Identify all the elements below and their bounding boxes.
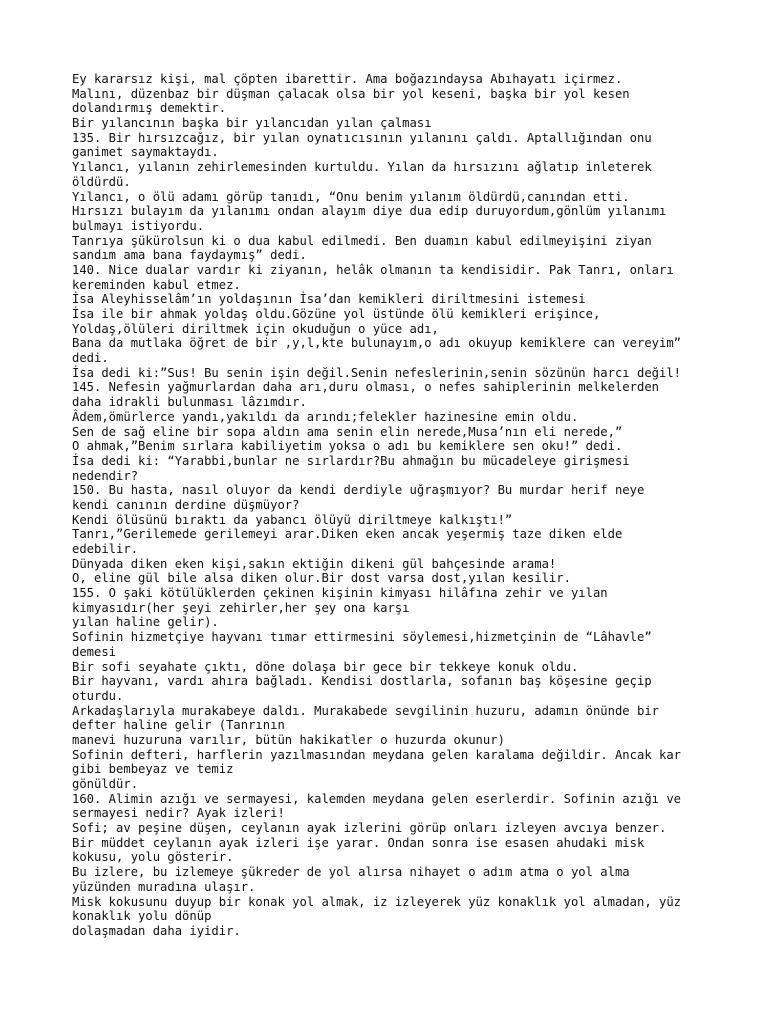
text-line: 135. Bir hırsızcağız, bir yılan oynatıcısının yılanını çaldı. Aptallığından onu — [72, 130, 652, 145]
text-line: yılan haline gelir). — [72, 615, 219, 630]
text-line: Bir müddet ceylanın ayak izleri işe yarar. Ondan sonra ise esasen ahudaki misk — [72, 835, 645, 850]
text-line: Ey kararsız kişi, mal çöpten ibarettir. Ama boğazındaysa Abıhayatı içirmez. — [72, 72, 623, 86]
text-line: Malını, düzenbaz bir düşman çalacak olsa bir yol keseni, başka bir yol kesen — [72, 86, 630, 101]
text-line: Sofinin defteri, harflerin yazılmasından meydana gelen karalama değildir. Ancak kar — [72, 747, 682, 762]
text-line: Hırsızı bulayım da yılanımı ondan alayım diye dua edip duruyordum,gönlüm yılanımı — [72, 204, 667, 219]
text-line: İsa ile bir ahmak yoldaş oldu.Gözüne yol üstünde ölü kemikleri erişince, — [72, 307, 601, 321]
text-line: kokusu, yolu gösterir. — [72, 850, 234, 865]
text-line: sermayesi nedir? Ayak izleri! — [72, 806, 285, 821]
text-line: defter haline gelir (Tanrının — [72, 718, 285, 733]
text-line: Âdem,ömürlerce yandı,yakıldı da arındı;felekler hazinesine emin oldu. — [72, 409, 579, 424]
text-line: Tanrı,”Gerilemede gerilemeyi arar.Diken eken ancak yeşermiş taze diken elde — [72, 527, 623, 542]
text-line: dolandırmış demektir. — [72, 101, 227, 116]
text-line: Bir sofi seyahate çıktı, döne dolaşa bir gece bir tekkeye konuk oldu. — [72, 659, 579, 674]
text-line: demesi — [72, 644, 117, 659]
text-line: 145. Nefesin yağmurlardan daha arı,duru olması, o nefes sahiplerinin melkelerden — [72, 380, 659, 395]
text-line: gibi bembeyaz ve temiz — [72, 762, 234, 777]
text-line: Misk kokusunu duyup bir konak yol almak, iz izleyerek yüz konaklık yol almadan, yüz — [72, 894, 682, 909]
text-line: nedendir? — [72, 468, 139, 483]
text-line: yüzünden muradına ulaşır. — [72, 879, 256, 894]
text-line: ganimet saymaktaydı. — [72, 145, 219, 160]
text-line: gönüldür. — [72, 777, 139, 791]
text-line: Sofi; av peşine düşen, ceylanın ayak izlerini görüp onları izleyen avcıya benzer. — [72, 821, 667, 836]
text-line: 150. Bu hasta, nasıl oluyor da kendi derdiyle uğraşmıyor? Bu murdar herif neye — [72, 483, 645, 498]
text-line: konaklık yolu dönüp — [72, 909, 212, 924]
text-line: dolaşmadan daha iyidir. — [72, 923, 241, 938]
text-line: 155. O şaki kötülüklerden çekinen kişinin kimyası hilâfına zehir ve yılan — [72, 586, 608, 601]
text-line: Bana da mutlaka öğret de bir ,y,l,kte bulunayım,o adı okuyup kemiklere can vereyim” — [72, 336, 682, 351]
text-line: Yılancı, o ölü adamı görüp tanıdı, “Onu benim yılanım öldürdü,canından etti. — [72, 189, 630, 204]
text-line: Dünyada diken eken kişi,sakın ektiğin dikeni gül bahçesinde arama! — [72, 556, 557, 571]
text-line: Sen de sağ eline bir sopa aldın ama senin elin nerede,Musa’nın eli nerede,” — [72, 424, 623, 439]
text-line: İsa Aleyhisselâm’ın yoldaşının İsa’dan kemikleri diriltmesini istemesi — [72, 292, 586, 307]
text-line: kendi canının derdine düşmüyor? — [72, 497, 300, 512]
text-line: Sofinin hizmetçiye hayvanı tımar ettirmesini söylemesi,hizmetçinin de “Lâhavle” — [72, 630, 652, 645]
text-line: Tanrıya şükürolsun ki o dua kabul edilmedi. Ben duamın kabul edilmeyişini ziyan — [72, 233, 652, 248]
text-line: kereminden kabul etmez. — [72, 277, 241, 292]
text-line: dedi. — [72, 351, 109, 366]
text-line: Bir hayvanı, vardı ahıra bağladı. Kendisi dostlarla, sofanın baş köşesine geçip — [72, 674, 652, 689]
text-line: bulmayı istiyordu. — [72, 218, 205, 233]
text-line: O ahmak,”Benim sırlara kabiliyetim yoksa o adı bu kemiklere sen oku!” dedi. — [72, 439, 623, 454]
text-line: Arkadaşlarıyla murakabeye daldı. Murakabede sevgilinin huzuru, adamın önünde bir — [72, 703, 659, 718]
text-line: Bir yılancının başka bir yılancıdan yılan çalması — [72, 116, 432, 131]
document-page — [72, 72, 762, 939]
text-line: İsa dedi ki:”Sus! Bu senin işin değil.Senin nefeslerinin,senin sözünün harcı değil! — [72, 365, 682, 380]
text-line: manevi huzuruna varılır, bütün hakikatler o huzurda okunur) — [72, 732, 505, 747]
text-line: O, eline gül bile alsa diken olur.Bir dost varsa dost,yılan kesilir. — [72, 571, 571, 586]
text-line: sandım ama bana faydaymış” dedi. — [72, 248, 307, 263]
text-line: Yoldaş,ölüleri diriltmek için okuduğun o yüce adı, — [72, 321, 439, 336]
text-line: kimyasıdır(her şeyi zehirler,her şey ona karşı — [72, 600, 410, 615]
text-line: Kendi ölüsünü bıraktı da yabancı ölüyü diriltmeye kalkıştı!” — [72, 512, 513, 527]
text-line: 140. Nice dualar vardır ki ziyanın, helâk olmanın ta kendisidir. Pak Tanrı, onları — [72, 262, 674, 277]
text-line: edebilir. — [72, 542, 139, 556]
text-line: İsa dedi ki: “Yarabbi,bunlar ne sırlardır?Bu ahmağın bu mücadeleye girişmesi — [72, 453, 630, 468]
text-line: 160. Alimin azığı ve sermayesi, kalemden meydana gelen eserlerdir. Sofinin azığı ve — [72, 791, 682, 806]
text-line: oturdu. — [72, 688, 124, 703]
text-line: Yılancı, yılanın zehirlemesinden kurtuldu. Yılan da hırsızını ağlatıp inleterek — [72, 160, 652, 175]
text-line: daha idrakli bulunması lâzımdır. — [72, 395, 307, 410]
text-line: öldürdü. — [72, 174, 131, 189]
text-line: Bu izlere, bu izlemeye şükreder de yol alırsa nihayet o adım atma o yol alma — [72, 865, 630, 880]
